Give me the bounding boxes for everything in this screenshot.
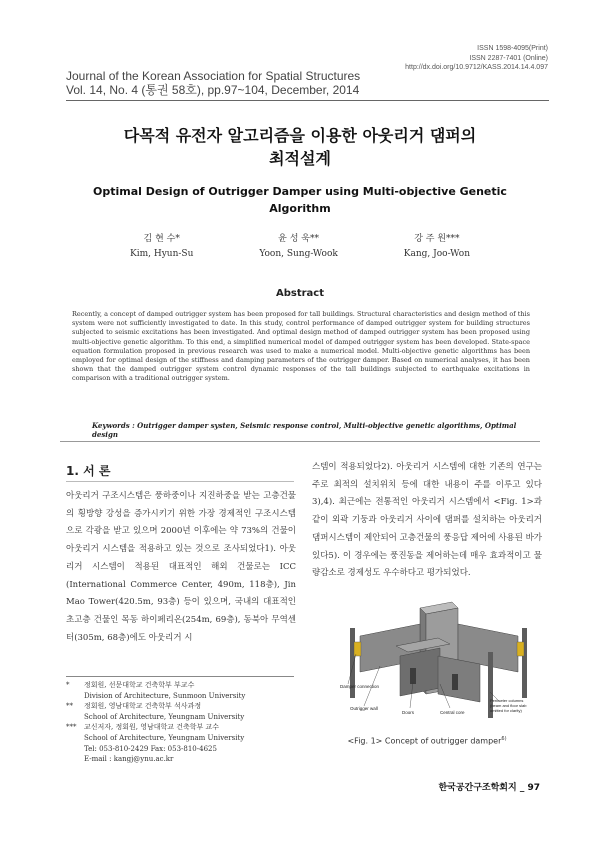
- header-divider: [66, 100, 549, 101]
- journal-issue: Vol. 14, No. 4 (통권 58호), pp.97~104, December, 2014: [66, 83, 360, 97]
- label-central-core: Central core: [440, 710, 465, 715]
- author-ko-name: 김 현 수*: [143, 234, 180, 244]
- author-en-name: Kang, Joo-Won: [403, 249, 470, 259]
- figure-caption: [312, 736, 542, 746]
- footnote-affiliation-en: School of Architecture, Yeungnam University: [84, 733, 245, 742]
- figure-caption-text: <Fig. 1> Concept of outrigger damper: [347, 736, 502, 746]
- contact-email[interactable]: E-mail : kangj@ynu.ac.kr: [84, 755, 174, 764]
- issn-block: [405, 44, 548, 73]
- author-list: [130, 232, 470, 262]
- author-3: [404, 232, 470, 262]
- outrigger-damper-figure: [340, 598, 535, 728]
- english-title-line1: Optimal Design of Outrigger Damper using Multi-objective Genetic: [93, 185, 507, 198]
- footnote-affiliation-ko: 정회원, 선문대학교 건축학부 부교수: [84, 681, 195, 689]
- author-ko-name: 강 주 원***: [414, 234, 460, 244]
- label-damper-connection: Damper connection: [340, 684, 380, 689]
- korean-title-line1: 다목적 유전자 알고리즘을 이용한 아웃리거 댐퍼의: [123, 126, 477, 145]
- footnotes: [66, 680, 298, 765]
- english-title: [60, 183, 540, 217]
- keywords: Keywords : Outrigger damper systen, Seismic response control, Multi-objective genetic algorithms, Optimal design: [92, 421, 517, 439]
- journal-header: [66, 69, 360, 97]
- label-doors: Doors: [402, 710, 415, 715]
- footnote-mark: *: [66, 681, 70, 689]
- footnote-affiliation-en: School of Architecture, Yeungnam University: [84, 712, 245, 721]
- body-text-left: 아웃리거 구조시스템은 풍하중이나 지진하중을 받는 고층건물의 횡방향 강성을 증가시키기 위한 가장 경제적인 구조시스템으로 각광을 받고 있으며 2000년 이후에는 약 73%의 건물이 아웃리거 시스템을 적용하고 있는 것으로 조사되었다1). 아웃리거 시스템이 적용된 대표적인 해외 건물로는 ICC (International Commerce Center, 490m, 118층), Jin Mao Tower(420.5m, 93층) 등이 있으며, 국내의 대표적인 초고층 건물인 목동 하이페리온(254m, 69층), 동북아 무역센터(305m, 68층)에도 아웃리거 시: [66, 491, 296, 643]
- footnote-mark: **: [66, 702, 73, 711]
- author-en-name: Kim, Hyun-Su: [130, 249, 194, 259]
- section-heading: 1. 서 론: [66, 464, 111, 478]
- doi-link[interactable]: http://dx.doi.org/10.9712/KASS.2014.14.4.097: [405, 64, 548, 71]
- label-perimeter-columns: Perimeter columns (beam and floor slab omitted for clarity): [490, 698, 527, 713]
- section-heading-rule: [66, 481, 294, 482]
- abstract-divider: [60, 441, 540, 442]
- footnote-1: [66, 680, 298, 691]
- footnote-affiliation-ko: 교신저자, 정회원, 영남대학교 건축학부 교수: [84, 723, 220, 732]
- abstract-heading: Abstract: [275, 288, 325, 299]
- figure-caption-ref: 6): [501, 736, 507, 742]
- footnote-divider: [66, 676, 294, 677]
- footnote-mark: ***: [66, 723, 77, 732]
- footnote-3: [66, 722, 298, 733]
- contact-phone: Tel: 053-810-2429 Fax: 053-810-4625: [84, 744, 217, 753]
- author-en-name: Yoon, Sung-Wook: [259, 249, 338, 259]
- abstract-body: Recently, a concept of damped outrigger system has been proposed for tall buildings. Structural characteristics and design method of this system were not sufficiently investigated to date. In this study, control performance of damped outrigger system for building structures subjected to seismic excitations has been investigated. And optimal design method of damped outrigger system has been proposed using multi-objective genetic algorithm. To this end, a simplified numerical model of damped outrigger system has been developed. State-space equation formulation proposed in previous research was used to make a numerical model. Multi-objective genetic algorithms has been employed for optimal design of the stiffness and damping parameters of the outrigger damper. Based on numerical analyses, it has been shown that the damped outrigger system control dynamic responses of the tall buildings subjected to earthquake excitations in comparison with a traditional outrigger system.: [72, 310, 530, 383]
- footnote-2: [66, 701, 298, 712]
- label-outrigger-wall: Outrigger wall: [350, 706, 378, 711]
- korean-title: [60, 124, 540, 170]
- journal-name: Journal of the Korean Association for Spatial Structures: [66, 69, 361, 83]
- body-text-right: 스템이 적용되었다2). 아웃리거 시스템에 대한 기존의 연구는 주로 최적의 설치위치 등에 대한 내용이 주를 이루고 있다3),4). 최근에는 전통적인 아웃리거 시스템에서 <Fig. 1>과 같이 외곽 기둥과 아웃리거 사이에 댐퍼를 설치하는 아웃리거 댐퍼시스템이 제안되어 고층건물의 풍응답 제어에 사용된 바가 있다5). 이 경우에는 풍진동을 제어하는데 매우 효과적이고 물량감소로 경제성도 우수하다고 평가되었다.: [312, 462, 542, 579]
- author-2: [259, 232, 338, 262]
- issn-print: ISSN 1598-4095(Print): [477, 45, 548, 52]
- footnote-affiliation-ko: 정회원, 영남대학교 건축학부 석사과정: [84, 702, 202, 711]
- author-ko-name: 윤 성 욱**: [278, 234, 319, 244]
- author-1: [130, 232, 193, 262]
- korean-title-line2: 최적설계: [269, 149, 331, 168]
- issn-online: ISSN 2287-7401 (Online): [469, 54, 548, 62]
- page-footer: 한국공간구조학회지 _ 97: [438, 783, 540, 793]
- footnote-affiliation-en: Division of Architecture, Sunmoon University: [84, 691, 246, 700]
- english-title-line2: Algorithm: [269, 202, 331, 215]
